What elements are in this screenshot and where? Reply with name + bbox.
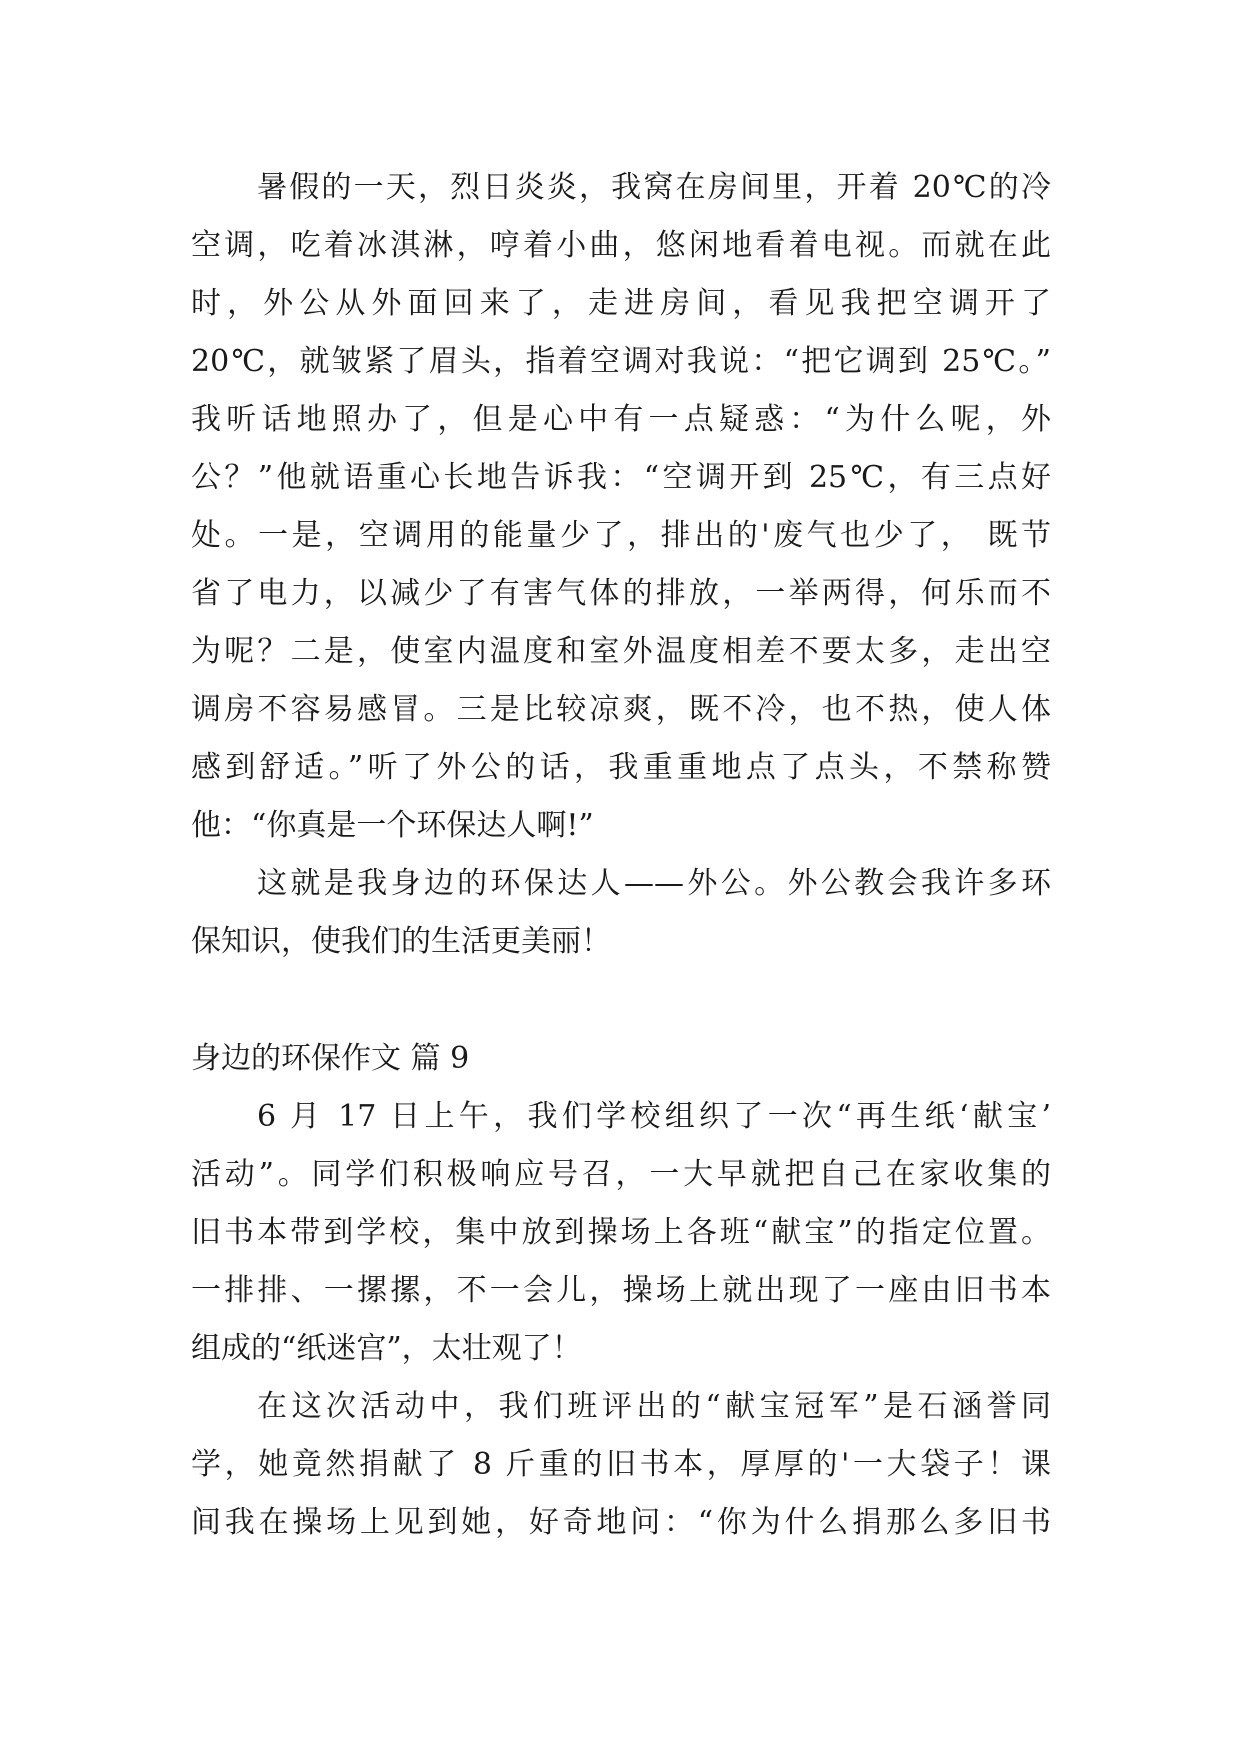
text-line: 一排排、一摞摞，不一会儿，操场上就出现了一座由旧书本 (191, 1273, 1051, 1308)
text-line: 空调，吃着冰淇淋，哼着小曲，悠闲地看着电视。而就在此 (191, 228, 1051, 263)
text-line: 活动”。同学们积极响应号召，一大早就把自己在家收集的 (191, 1157, 1051, 1192)
text-line: 我听话地照办了，但是心中有一点疑惑：“为什么呢，外 (191, 402, 1051, 437)
text-line: 暑假的一天，烈日炎炎，我窝在房间里，开着 20℃的冷 (257, 170, 1051, 205)
text-line: 时，外公从外面回来了，走进房间，看见我把空调开了 (191, 286, 1051, 321)
text-line: 省了电力，以减少了有害气体的排放，一举两得，何乐而不 (191, 576, 1051, 611)
text-line: 保知识，使我们的生活更美丽！ (191, 924, 611, 959)
text-line: 组成的“纸迷宫”，太壮观了！ (191, 1331, 582, 1366)
text-line: 处。一是，空调用的能量少了，排出的'废气也少了， 既节 (191, 518, 1051, 553)
section-heading: 身边的环保作文 篇 9 (191, 1041, 470, 1076)
text-line: 学，她竟然捐献了 8 斤重的旧书本，厚厚的'一大袋子！课 (191, 1447, 1051, 1482)
text-line: 公？”他就语重心长地告诉我：“空调开到 25℃，有三点好 (191, 460, 1051, 495)
text-line: 这就是我身边的环保达人——外公。外公教会我许多环 (257, 866, 1051, 901)
text-line: 间我在操场上见到她，好奇地问：“你为什么捐那么多旧书 (191, 1505, 1051, 1540)
text-line: 为呢？二是，使室内温度和室外温度相差不要太多，走出空 (191, 634, 1051, 669)
text-line: 他：“你真是一个环保达人啊!” (191, 808, 594, 843)
text-line: 6 月 17 日上午，我们学校组织了一次“再生纸‘献宝’ (257, 1099, 1051, 1134)
text-line: 旧书本带到学校，集中放到操场上各班“献宝”的指定位置。 (191, 1215, 1051, 1250)
text-line: 感到舒适。”听了外公的话，我重重地点了点头，不禁称赞 (191, 750, 1051, 785)
text-line: 调房不容易感冒。三是比较凉爽，既不冷，也不热，使人体 (191, 692, 1051, 727)
text-line: 在这次活动中，我们班评出的“献宝冠军”是石涵誉同 (257, 1389, 1051, 1424)
text-line: 20℃，就皱紧了眉头，指着空调对我说：“把它调到 25℃。” (191, 344, 1051, 379)
